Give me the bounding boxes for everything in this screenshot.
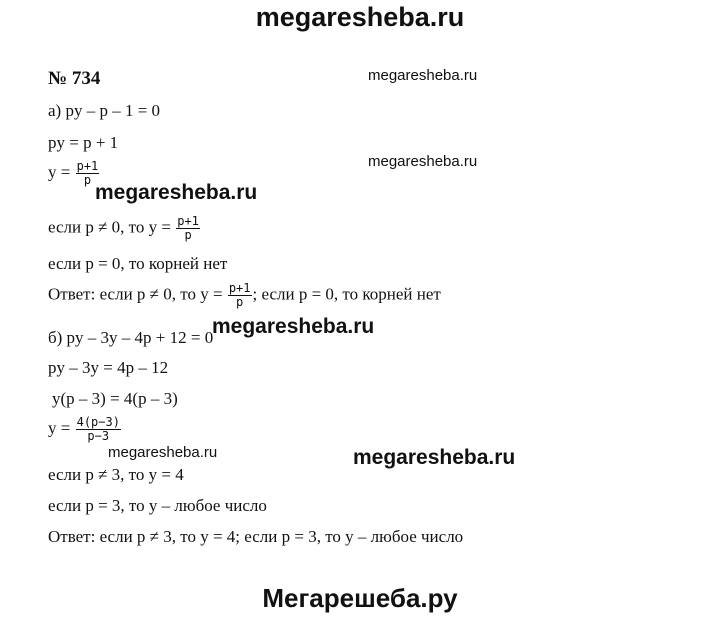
part-a-line-3 (48, 160, 100, 187)
expr-prefix: y = (48, 418, 71, 438)
part-b-line-2: py – 3y = 4p – 12 (48, 358, 169, 377)
site-footer: Мегарешеба.ру (262, 583, 458, 613)
part-a-line-2: py = p + 1 (48, 133, 119, 152)
part-b-line-3: y(p – 3) = 4(p – 3) (52, 389, 178, 408)
part-a-line-1: а) py – p – 1 = 0 (48, 101, 161, 120)
part-a-line-5: если p = 0, то корней нет (48, 254, 228, 273)
expr-prefix: если p ≠ 0, то y = (48, 217, 171, 237)
watermark: megaresheba.ru (368, 67, 478, 84)
site-header: megaresheba.ru (255, 2, 465, 32)
expr-prefix: y = (48, 162, 71, 182)
fraction (228, 282, 252, 309)
fraction-numerator: p+1 (228, 281, 251, 295)
answer-prefix: Ответ: если p ≠ 0, то y = (48, 284, 223, 304)
part-b-line-4 (48, 416, 122, 443)
fraction-numerator: 4(p−3) (76, 415, 120, 429)
part-b-line-6: если p = 3, то y – любое число (48, 496, 267, 515)
part-a-line-4 (48, 215, 201, 242)
part-b-answer: Ответ: если p ≠ 3, то y = 4; если p = 3, то y – любое число (48, 527, 464, 546)
fraction-denominator: p (236, 295, 244, 309)
fraction (76, 416, 121, 443)
watermark: megaresheba.ru (368, 153, 478, 170)
fraction-numerator: p+1 (177, 214, 199, 228)
fraction-denominator: p−3 (87, 429, 110, 443)
fraction-denominator: p (83, 173, 92, 187)
fraction-denominator: p (184, 228, 192, 242)
problem-number: № 734 (48, 68, 101, 89)
part-b-line-1: б) py – 3y – 4p + 12 = 0 (48, 328, 214, 347)
watermark: megaresheba.ru (108, 444, 218, 461)
fraction-numerator: p+1 (76, 159, 99, 173)
part-b-line-5: если p ≠ 3, то y = 4 (48, 465, 184, 484)
part-a-answer (48, 282, 441, 309)
fraction (176, 215, 200, 242)
watermark: megaresheba.ru (212, 315, 375, 338)
watermark: megaresheba.ru (95, 181, 258, 204)
watermark: megaresheba.ru (353, 446, 516, 469)
answer-suffix: ; если p = 0, то корней нет (252, 284, 441, 304)
